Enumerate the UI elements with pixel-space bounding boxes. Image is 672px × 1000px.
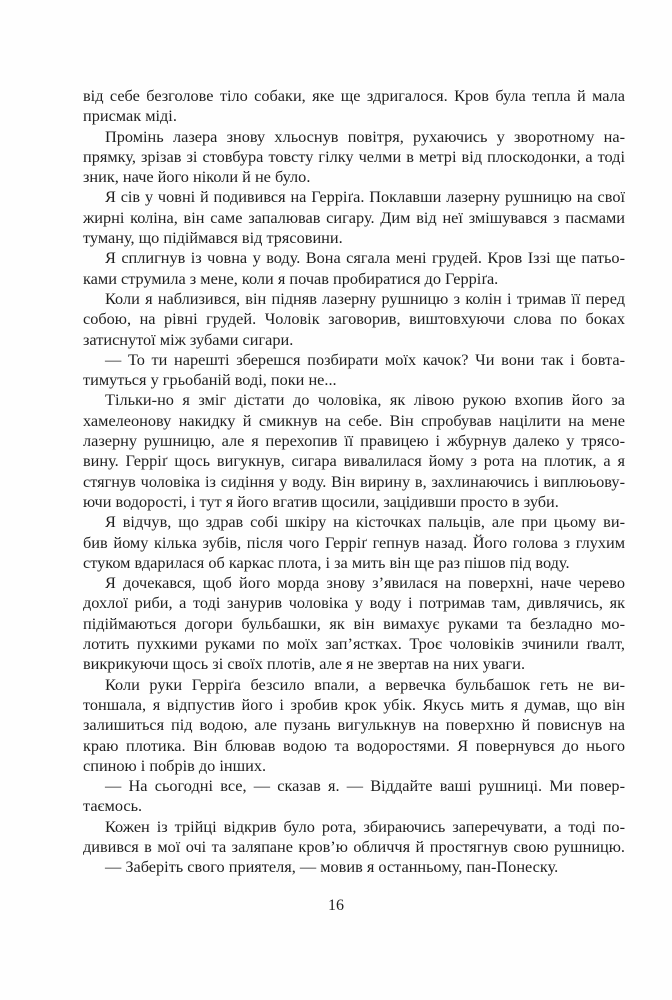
text-line: жирні коліна, він саме запалював сигару. Дим від неї змішувався з пасмами (83, 207, 625, 227)
text-line: ками струмила з мене, коли я почав пробиратися до Герріґа. (83, 268, 499, 288)
text-line: Тільки-но я зміг дістати до чоловіка, як лівою рукою вхопив його за (105, 390, 625, 410)
text-line: Я сплигнув із човна у воду. Вона сягала мені грудей. Кров Іззі ще патьо- (105, 248, 625, 268)
text-line: дивився в мої очі та заляпане кров’ю обличчя й простягнув свою рушницю. (83, 836, 625, 856)
text-line: дохлої риби, а тоді занурив чоловіка у воду і потримав там, дивлячись, як (83, 593, 625, 613)
text-line: Промінь лазера знову хльоснув повітря, рухаючись у зворотному на- (105, 126, 625, 146)
text-line: зник, наче його ніколи й не було. (83, 167, 311, 187)
text-line: тоншала, я відпустив його і зробив крок убік. Якусь мить я думав, що він (83, 694, 625, 714)
text-line: Я відчув, що здрав собі шкіру на кісточках пальців, але при цьому ви- (105, 512, 625, 532)
text-line: спиною і побрів до інших. (83, 755, 267, 775)
text-line: таємось. (83, 796, 143, 816)
text-line: присмак міді. (83, 106, 177, 126)
text-line: прямку, зрізав зі стовбура товсту гілку челми в метрі від плоскодонки, а тоді (83, 146, 625, 166)
text-line: підіймаються догори бульбашки, як він вимахує руками та безладно мо- (83, 613, 625, 633)
text-line: — Заберіть свого приятеля, — мовив я останньому, пан-Понеску. (105, 857, 559, 877)
text-line: лазерну рушницю, але я перехопив її правицею і жбурнув далеко у трясо- (83, 431, 625, 451)
text-line: тимуться у грьобаній воді, поки не... (83, 370, 337, 390)
text-line: залишиться під водою, але пузань вигулькнув на поверхню й повиснув на (83, 715, 625, 735)
text-line: краю плотика. Він блював водою та водоростями. Я повернувся до нього (83, 735, 625, 755)
body-text (83, 86, 625, 878)
text-line: бив йому кілька зубів, після чого Герріґ гепнув назад. Його голова з глухим (83, 532, 625, 552)
text-line: туману, що підіймався від трясовини. (83, 228, 343, 248)
text-line: Кожен із трійці відкрив було рота, збираючись заперечувати, а тоді по- (105, 816, 625, 836)
text-line: — То ти нарешті зберешся позбирати моїх качок? Чи вони так і бовта- (105, 349, 625, 369)
text-line: лотить пухкими руками по моїх зап’ястках. Троє чоловіків зчинили ґвалт, (83, 634, 625, 654)
text-line: стягнув чоловіка із сидіння у воду. Він вирину в, захлинаючись і виплюьову- (83, 471, 625, 491)
text-line: від себе безголове тіло собаки, яке ще здригалося. Кров була тепла й мала (83, 86, 625, 105)
text-line: вину. Герріґ щось вигукнув, сигара вивалилася йому з рота на плотик, а я (83, 451, 625, 471)
text-line: хамелеонову накидку й смикнув на себе. Він спробував націлити на мене (83, 410, 625, 430)
text-line: ючи водорості, і тут я його вгатив щосили, зацідивши просто в зуби. (83, 491, 559, 511)
text-line: Коли руки Герріґа безсило впали, а вервечка бульбашок геть не ви- (105, 674, 625, 694)
page-number: 16 (328, 897, 344, 914)
text-line: собою, на рівні грудей. Чоловік заговорив, виштовхуючи слова по боках (83, 309, 625, 329)
text-line: Я дочекався, щоб його морда знову з’явилася на поверхні, наче черево (105, 573, 625, 593)
text-line: — На сьогодні все, — сказав я. — Віддайте ваші рушниці. Ми повер- (105, 776, 625, 796)
text-line: затиснутої між зубами сигари. (83, 329, 294, 349)
text-line: Я сів у човні й подивився на Герріґа. Поклавши лазерну рушницю на свої (105, 187, 625, 207)
text-line: викрикуючи щось зі своїх плотів, але я не звертав на них уваги. (83, 654, 526, 674)
text-line: стуком вдарилася об каркас плота, і за мить він ще раз пішов під воду. (83, 552, 570, 572)
text-line: Коли я наблизився, він підняв лазерну рушницю з колін і тримав її перед (105, 288, 625, 308)
